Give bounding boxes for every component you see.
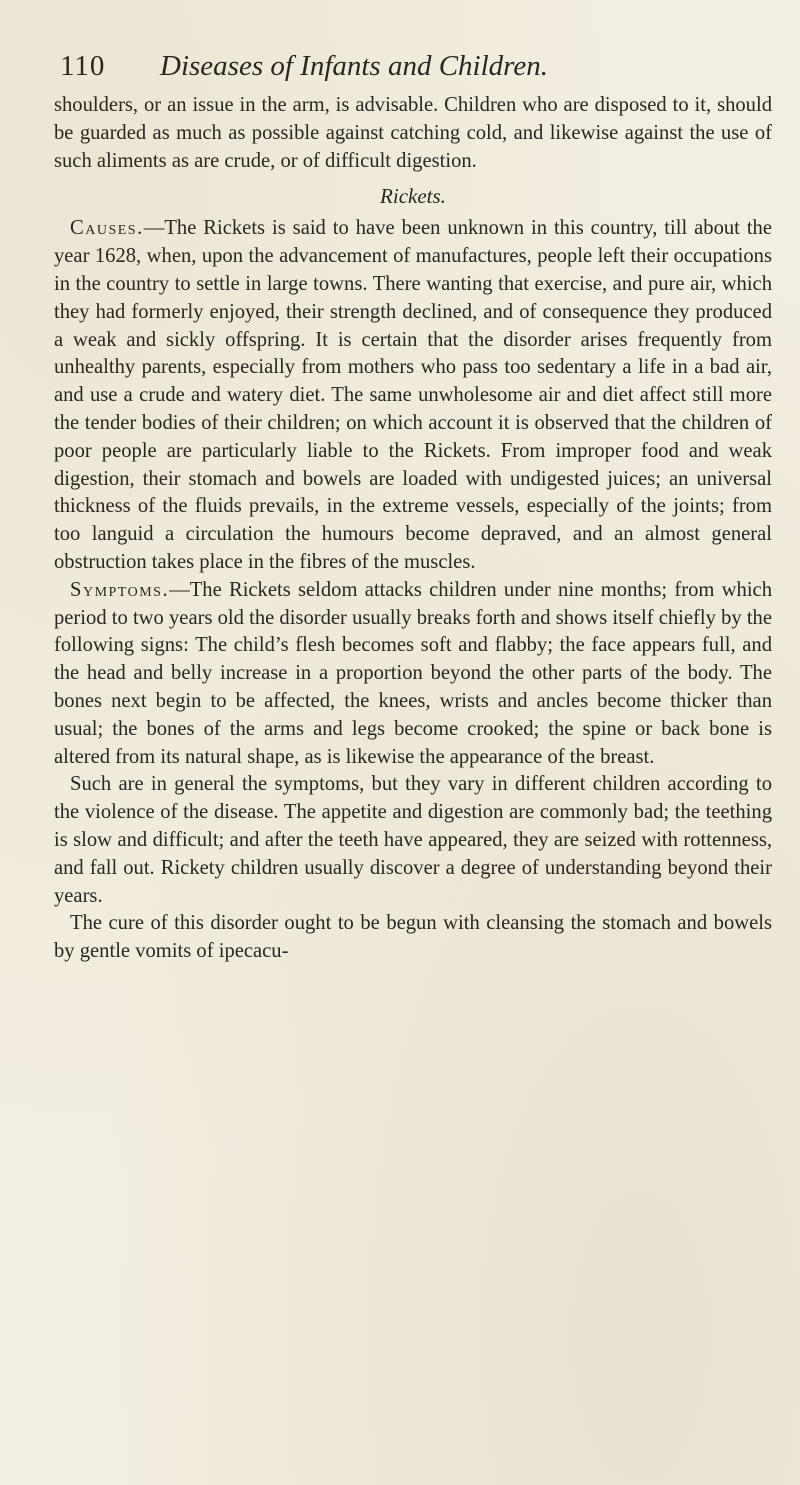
paragraph-such: Such are in general the symptoms, but they vary in different children according to the violence of the disease. The appetite and digestion are commonly bad; the teething is slow and difficult; and after the teeth have appeared, they are seized with rottenness, and fall out. Rickety children usually discover a degree of understanding beyond their years. [54, 773, 772, 907]
causes-text: —The Rickets is said to have been unknown in this country, till about the year 1628, when, upon the advancement of manufactures, people left their occupations in the country to settle in large towns. There wanting that exercise, and pure air, which they had formerly enjoyed, their strength declined, and of consequence they produced a weak and sickly offspring. It is certain that the disorder arises frequently from unhealthy parents, especially from mothers who pass too sedentary a life in a bad air, and use a crude and watery diet. The same unwholesome air and diet affect still more the tender bodies of their children; on which account it is observed that the children of poor people are particularly liable to the Rickets. From improper food and weak digestion, their stomach and bowels are loaded with undigested juices; an universal thickness of the fluids prevails, in the extreme vessels, especially of the joints; from too languid a circulation the humours become depraved, and an almost general obstruction takes place in the fibres of the muscles. [54, 217, 772, 573]
body-text [54, 92, 772, 966]
symptoms-label: Symptoms. [70, 578, 170, 601]
running-title: Diseases of Infants and Children. [160, 50, 549, 82]
symptoms-text: —The Rickets seldom attacks children under nine months; from which period to two years old the disorder usually breaks forth and shows itself chiefly by the following signs: The child’s flesh becomes soft and flabby; the face appears full, and the head and belly increase in a proportion beyond the other parts of the body. The bones next begin to be affected, the knees, wrists and ancles become thicker than usual; the bones of the arms and legs become crooked; the spine or back bone is altered from its natural shape, as is likewise the appearance of the breast. [54, 578, 772, 768]
page-number: 110 [60, 50, 106, 82]
paragraph-causes [54, 215, 772, 576]
paragraph-continuation: shoulders, or an issue in the arm, is advisable. Children who are disposed to it, should be guarded as much as possible against catching cold, and likewise against the use of such aliments as are crude, or of difficult digestion. [54, 94, 772, 172]
section-title: Rickets. [380, 184, 446, 209]
causes-label: Causes. [70, 217, 144, 240]
paragraph-cure: The cure of this disorder ought to be begun with cleansing the stomach and bowels by gentle vomits of ipecacu- [54, 912, 772, 963]
page-header [60, 50, 760, 90]
paragraph-symptoms [54, 577, 772, 772]
